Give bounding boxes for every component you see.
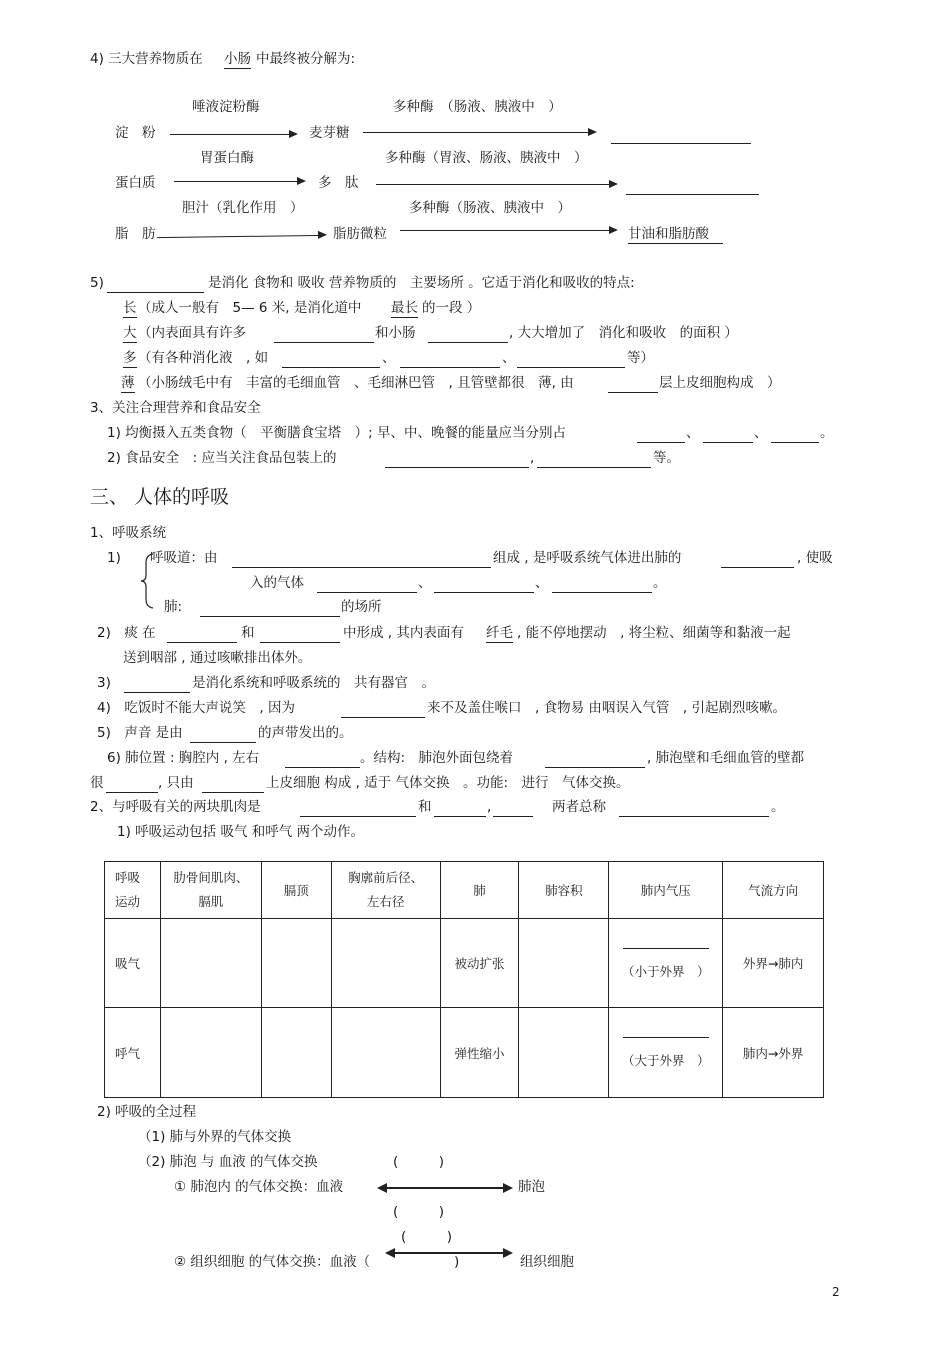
key-big: 大 <box>123 325 137 341</box>
fill-blank[interactable] <box>545 767 645 768</box>
exchange1-end: 肺泡 <box>518 1179 545 1195</box>
row3-mid: 脂肪微粒 <box>333 226 387 242</box>
fill-blank[interactable] <box>190 742 256 743</box>
big-text3: , 大大增加了 消化和吸收 的面积 ） <box>509 325 738 341</box>
cell-blank[interactable] <box>160 919 261 1008</box>
cell-motion: 呼气 <box>105 1008 161 1098</box>
fill-blank[interactable] <box>608 392 658 393</box>
header-cell: 气流方向 <box>723 862 824 919</box>
fill-blank[interactable] <box>202 792 264 793</box>
resp-i4-a: 4) 吃饭时不能大声说笑 , 因为 <box>97 700 295 716</box>
resp-h2-d: 两者总称 <box>552 799 606 815</box>
cell-motion: 吸气 <box>105 919 161 1008</box>
arrow-icon <box>363 132 595 133</box>
s3-p2-end: 等。 <box>653 450 680 466</box>
fill-blank[interactable] <box>619 816 769 817</box>
resp-i6-b: 。结构: 肺泡外面包绕着 <box>360 750 514 766</box>
thin-text2: 层上皮细胞构成 ） <box>659 375 781 391</box>
s3-sep1: 、 <box>686 425 700 441</box>
table-header-row <box>105 862 824 919</box>
fill-blank[interactable] <box>285 767 360 768</box>
resp-i2-b: 和 <box>241 625 255 641</box>
header-cell: 肺容积 <box>519 862 609 919</box>
fill-blank[interactable] <box>232 567 491 568</box>
cell-flow: 肺内→外界 <box>723 1008 824 1098</box>
resp-i5-b: 的声带发出的。 <box>258 725 353 741</box>
cell-blank[interactable] <box>261 919 331 1008</box>
resp-i1-sep2: 、 <box>535 575 549 591</box>
resp-h2-e: 。 <box>771 799 785 815</box>
row3-enzyme1: 胆汁（乳化作用 ） <box>182 200 304 216</box>
row1-mid: 麦芽糖 <box>309 125 350 141</box>
s4-prefix: 4) 三大营养物质在 <box>90 51 203 67</box>
key-long: 长 <box>123 300 137 316</box>
resp-i5-a: 5) 声音 是由 <box>97 725 183 741</box>
fill-blank[interactable] <box>552 592 652 593</box>
resp-i1-num: 1) <box>107 550 121 566</box>
resp-lung: 肺: <box>164 599 183 615</box>
row2-enzyme2: 多种酶（胃液、肠液、胰液中 ） <box>385 150 588 166</box>
s4-suffix: 中最终被分解为: <box>256 51 356 67</box>
double-arrow-icon <box>388 1252 510 1254</box>
fill-blank[interactable] <box>274 342 374 343</box>
big-text1: （内表面具有许多 <box>138 325 246 341</box>
resp-i3-b: 是消化系统和呼吸系统的 共有器官 。 <box>192 675 435 691</box>
big-text2: 和小肠 <box>375 325 416 341</box>
cell-blank[interactable] <box>331 919 440 1008</box>
paren-blank[interactable]: ( ) <box>393 1204 445 1220</box>
resp-i2-a: 2) 痰 在 <box>97 625 156 641</box>
fill-blank[interactable] <box>385 467 529 468</box>
fill-blank[interactable] <box>200 616 340 617</box>
table-row <box>105 1008 824 1098</box>
resp-i1-sep1: 、 <box>418 575 432 591</box>
fill-blank[interactable] <box>124 692 190 693</box>
breathing-table <box>104 861 824 1098</box>
key-longest: 最长 <box>391 300 418 316</box>
s3-p2-sep: , <box>530 450 535 466</box>
process-p2: （2) 肺泡 与 血液 的气体交换 <box>138 1154 318 1170</box>
cell-flow: 外界→肺内 <box>723 919 824 1008</box>
fill-blank[interactable] <box>434 592 534 593</box>
resp-i4-b: 来不及盖住喉口 , 食物易 由咽误入气管 , 引起剧烈咳嗽。 <box>427 700 786 716</box>
resp-i1-c: , 使吸 <box>797 550 833 566</box>
row1-start: 淀 粉 <box>115 125 156 141</box>
resp-i2-e: 送到咽部 , 通过咳嗽排出体外。 <box>123 650 312 666</box>
s3-p2: 2) 食品安全 : 应当关注食品包装上的 <box>107 450 337 466</box>
process-title: 2) 呼吸的全过程 <box>97 1104 197 1120</box>
fill-blank[interactable] <box>771 442 819 443</box>
s3-heading: 3、关注合理营养和食品安全 <box>90 400 261 416</box>
fill-blank[interactable] <box>107 292 204 293</box>
resp-h2-a: 2、与呼吸有关的两块肌肉是 <box>90 799 261 815</box>
resp-i1-b: 组成 , 是呼吸系统气体进出肺的 <box>493 550 682 566</box>
cell-blank[interactable] <box>519 1008 609 1098</box>
fill-blank[interactable] <box>282 367 380 368</box>
fill-blank[interactable] <box>317 592 417 593</box>
page-number: 2 <box>832 1285 840 1299</box>
arrow-icon <box>376 184 616 185</box>
arrow-icon <box>157 235 325 238</box>
row1-enzyme2: 多种酶 （肠液、胰液中 ） <box>393 99 562 115</box>
s3-end: 。 <box>820 425 834 441</box>
resp-i6-d: 很 <box>90 775 104 791</box>
cell-blank[interactable] <box>519 919 609 1008</box>
exchange2-close: ) <box>454 1254 460 1270</box>
many-text1: （有各种消化液 , 如 <box>138 350 269 366</box>
row3-enzyme2: 多种酶（肠液、胰液中 ） <box>409 200 571 216</box>
resp-i1-end: 。 <box>653 575 667 591</box>
row1-enzyme1: 唾液淀粉酶 <box>192 99 260 115</box>
header-cell: 肺内气压 <box>609 862 723 919</box>
resp-i2-d: , 能不停地摆动 , 将尘粒、细菌等和黏液一起 <box>517 625 791 641</box>
fill-blank[interactable] <box>626 194 759 195</box>
arrow-icon <box>170 134 296 135</box>
fill-blank[interactable] <box>637 442 685 443</box>
exchange2-end: 组织细胞 <box>520 1254 574 1270</box>
cell-blank[interactable] <box>160 1008 261 1098</box>
header-cell: 膈顶 <box>261 862 331 919</box>
resp-h1: 1、呼吸系统 <box>90 525 167 541</box>
paren-blank[interactable]: ( ) <box>401 1229 453 1245</box>
many-text2: 等） <box>627 350 654 366</box>
row2-enzyme1: 胃蛋白酶 <box>200 150 254 166</box>
many-sep1: 、 <box>382 350 396 366</box>
resp-lung-end: 的场所 <box>341 599 382 615</box>
resp-i1-a: 呼吸道：由 <box>150 550 218 566</box>
fill-blank[interactable] <box>106 792 158 793</box>
resp-i6-c: , 肺泡壁和毛细血管的壁都 <box>647 750 805 766</box>
fill-blank[interactable] <box>611 143 751 144</box>
resp-i6-f: 上皮细胞 构成 , 适于 气体交换 。功能: 进行 气体交换。 <box>266 775 630 791</box>
resp-h2-b: 和 <box>418 799 432 815</box>
row3-start: 脂 肪 <box>115 226 156 242</box>
long-text: （成人一般有 5— 6 米, 是消化道中 <box>138 300 362 316</box>
chapter-title: 三、 人体的呼吸 <box>90 486 230 508</box>
s5-intro: 是消化 食物和 吸收 营养物质的 主要场所 。它适于消化和吸收的特点: <box>208 275 635 291</box>
fill-blank[interactable] <box>260 642 340 643</box>
cell-lung: 弹性缩小 <box>440 1008 519 1098</box>
paren-blank[interactable]: ( ) <box>393 1154 445 1170</box>
fill-blank[interactable] <box>703 442 753 443</box>
header-cell: 胸廓前后径、 左右径 <box>331 862 440 919</box>
fill-blank[interactable] <box>434 816 486 817</box>
fill-blank[interactable] <box>537 467 651 468</box>
resp-i2-c: 中形成 , 其内表面有 <box>343 625 464 641</box>
s3-p1: 1) 均衡摄入五类食物（ 平衡膳食宝塔 ）; 早、中、晚餐的能量应当分别占 <box>107 425 566 441</box>
cell-blank[interactable] <box>261 1008 331 1098</box>
exchange1-label: ① 肺泡内 的气体交换：血液 <box>174 1179 344 1195</box>
resp-i6-a: 6) 肺位置 : 胸腔内 , 左右 <box>107 750 260 766</box>
long-text2: 的一段 ） <box>422 300 481 316</box>
cell-pressure[interactable]: （小于外界 ） <box>609 919 723 1008</box>
resp-m1: 1) 呼吸运动包括 吸气 和呼气 两个动作。 <box>117 824 365 840</box>
fill-blank[interactable] <box>400 367 500 368</box>
thin-text1: （小肠绒毛中有 丰富的毛细血管 、毛细淋巴管 , 且管壁都很 薄, 由 <box>138 375 574 391</box>
key-many: 多 <box>123 350 137 366</box>
fill-blank[interactable] <box>300 816 416 817</box>
cell-lung: 被动扩张 <box>440 919 519 1008</box>
resp-i3-a: 3) <box>97 675 111 691</box>
fill-blank[interactable] <box>517 367 625 368</box>
header-cell: 肋骨间肌肉、 膈肌 <box>160 862 261 919</box>
cell-pressure[interactable]: （大于外界 ） <box>609 1008 723 1098</box>
resp-i1-d: 入的气体 <box>250 575 304 591</box>
resp-i6-e: , 只由 <box>158 775 194 791</box>
key-cilia: 纤毛 <box>486 625 513 641</box>
header-cell: 肺 <box>440 862 519 919</box>
fill-blank[interactable] <box>167 642 237 643</box>
row2-start: 蛋白质 <box>115 175 156 191</box>
key-thin: 薄 <box>121 375 135 391</box>
fill-blank[interactable] <box>341 717 425 718</box>
fill-blank[interactable] <box>493 816 533 817</box>
double-arrow-icon <box>380 1187 510 1189</box>
process-p1: （1) 肺与外界的气体交换 <box>138 1129 292 1145</box>
many-sep2: 、 <box>502 350 516 366</box>
fill-blank[interactable] <box>428 342 508 343</box>
table-row <box>105 919 824 1008</box>
row2-mid: 多 肽 <box>318 175 359 191</box>
arrow-icon <box>174 181 304 182</box>
resp-h2-c: , <box>487 799 492 815</box>
s5-prefix: 5) <box>90 275 104 291</box>
exchange2-label: ② 组织细胞 的气体交换：血液（ <box>174 1254 371 1270</box>
row3-end: 甘油和脂肪酸 <box>628 228 723 244</box>
cell-blank[interactable] <box>331 1008 440 1098</box>
s3-sep2: 、 <box>754 425 768 441</box>
header-cell: 呼吸 运动 <box>105 862 161 919</box>
s4-place: 小肠 <box>224 51 251 67</box>
fill-blank[interactable] <box>721 567 794 568</box>
arrow-icon <box>400 230 616 231</box>
